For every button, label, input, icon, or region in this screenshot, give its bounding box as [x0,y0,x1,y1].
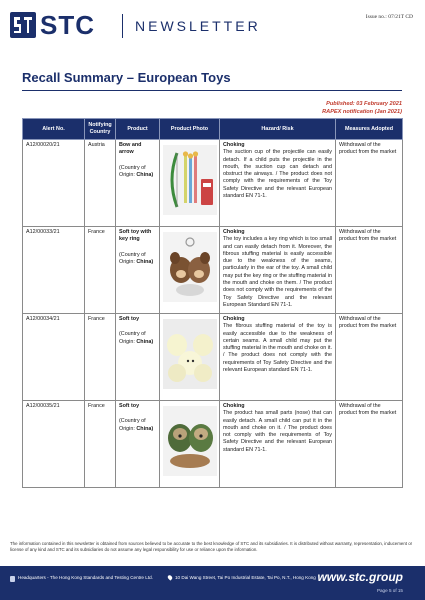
alert-no-cell: A12/00020/21 [23,140,85,227]
product-cell [116,314,160,401]
bow-and-arrow-photo [163,145,217,215]
photo-cell [160,140,220,227]
table-row [23,401,403,488]
address: 10 Dai Wang Street, Tai Po Industrial Estate, Tai Po, N.T., Hong Kong [175,575,316,580]
disclaimer: The information contained in this newsletter is obtained from sources believed to be accurate to the best knowledge of STC and its subsidiaries. It is distributed without warranty, representation, inducement or license of any kind and STC and its subsidiaries do not assume any legal responsibility for use or reliance upon the information. [10,541,413,552]
soft-toy-photo [163,406,217,476]
photo-cell [160,314,220,401]
soft-toy-keyring-photo [163,232,217,302]
table-row [23,314,403,401]
country-cell: Austria [85,140,116,227]
logo-text: STC [40,10,95,40]
hazard-cell [220,401,336,488]
header-hazard: Hazard/ Risk [220,119,336,140]
country-cell: France [85,314,116,401]
alert-no-cell: A12/00034/21 [23,314,85,401]
hazard-description: The fibrous stuffing material of the toy is easily accessible due to the weakness of certain seams. A small child may put the stuffing material in the mouth and choke on it. / The product does not comply with the requirements of Toy Safety Directive and the relevant European standard EN 71-1. [223,323,332,374]
website-link[interactable]: www.stc.group [317,570,403,584]
country-of-origin: (Country of Origin: China) [119,251,154,265]
country-of-origin: (Country of Origin: China) [119,418,154,432]
header-divider [122,14,123,38]
hazard-cell [220,227,336,314]
headquarters-icon [10,576,15,582]
product-cell [116,140,160,227]
alert-no-cell: A12/00035/21 [23,401,85,488]
country-cell: France [85,227,116,314]
alert-no-cell: A12/00033/21 [23,227,85,314]
photo-cell [160,401,220,488]
hazard-title: Choking [223,316,245,322]
photo-cell [160,227,220,314]
measures-cell: Withdrawal of the product from the market [336,227,403,314]
hazard-title: Choking [223,142,245,148]
measures-cell: Withdrawal of the product from the market [336,401,403,488]
header-alert-no: Alert No. [23,119,85,140]
table-row [23,140,403,227]
headquarters-label: Headquarters - The Hong Kong Standards and Testing Centre Ltd. [18,575,153,580]
header-country: Notifying Country [85,119,116,140]
published-date: Published: 03 February 2021 [326,101,402,107]
country-of-origin: (Country of Origin: China) [119,164,154,178]
hazard-description: The product has small parts (nose) that can easily detach. A small child can put it in the mouth and choke on it. / The product does not comply with the requirements of Toy Safety Directive and the relevant European standard EN 71-1. [223,410,332,453]
country-cell: France [85,401,116,488]
title-divider [22,90,402,91]
hazard-cell [220,314,336,401]
product-cell [116,227,160,314]
hazard-description: The suction cup of the projectile can easily detach. If a child puts the projectile in the mouth, the suction cup can detach and obstruct the airways. / The product does not comply with the requirements of the Toy Safety Directive and the relevant European standard EN 71-1. [223,149,332,200]
hazard-title: Choking [223,229,245,235]
section-label: NEWSLETTER [135,18,261,34]
issue-number: Issue no.: 07/21T CD [365,14,413,20]
header-photo: Product Photo [160,119,220,140]
product-name: Bow and arrow [119,142,142,156]
rapex-notification: RAPEX notification (Jan 2021) [322,109,402,115]
page-number: Page 5 of 15 [376,588,403,593]
stc-logo-icon [10,12,36,38]
header-measures: Measures Adopted [336,119,403,140]
header-product: Product [116,119,160,140]
location-pin-icon [167,574,173,580]
hazard-title: Choking [223,403,245,409]
country-of-origin: (Country of Origin: China) [119,331,154,345]
hazard-description: The toy includes a key ring which is too small and can easily detach from it. Moreover, the fibrous stuffing material is easily accessible due to the weakness of the seams, particularly in the ear of the toy. A small child may put the key ring or the stuffing material in the mouth and choke on them. / The product does not comply with the requirements of the Toy Safety Directive and the relevant European Standard EN 71-1. [223,236,332,308]
page-title: Recall Summary – European Toys [22,70,231,85]
footer-bar [0,566,425,600]
page-header [0,0,425,48]
product-cell [116,401,160,488]
measures-cell: Withdrawal of the product from the market [336,140,403,227]
hazard-cell [220,140,336,227]
product-name: Soft toy [119,403,140,409]
soft-toy-photo [163,319,217,389]
measures-cell: Withdrawal of the product from the market [336,314,403,401]
product-name: Soft toy with key ring [119,229,152,243]
product-name: Soft toy [119,316,140,322]
table-row [23,227,403,314]
table-header-row [23,119,403,140]
recall-table [22,118,403,488]
